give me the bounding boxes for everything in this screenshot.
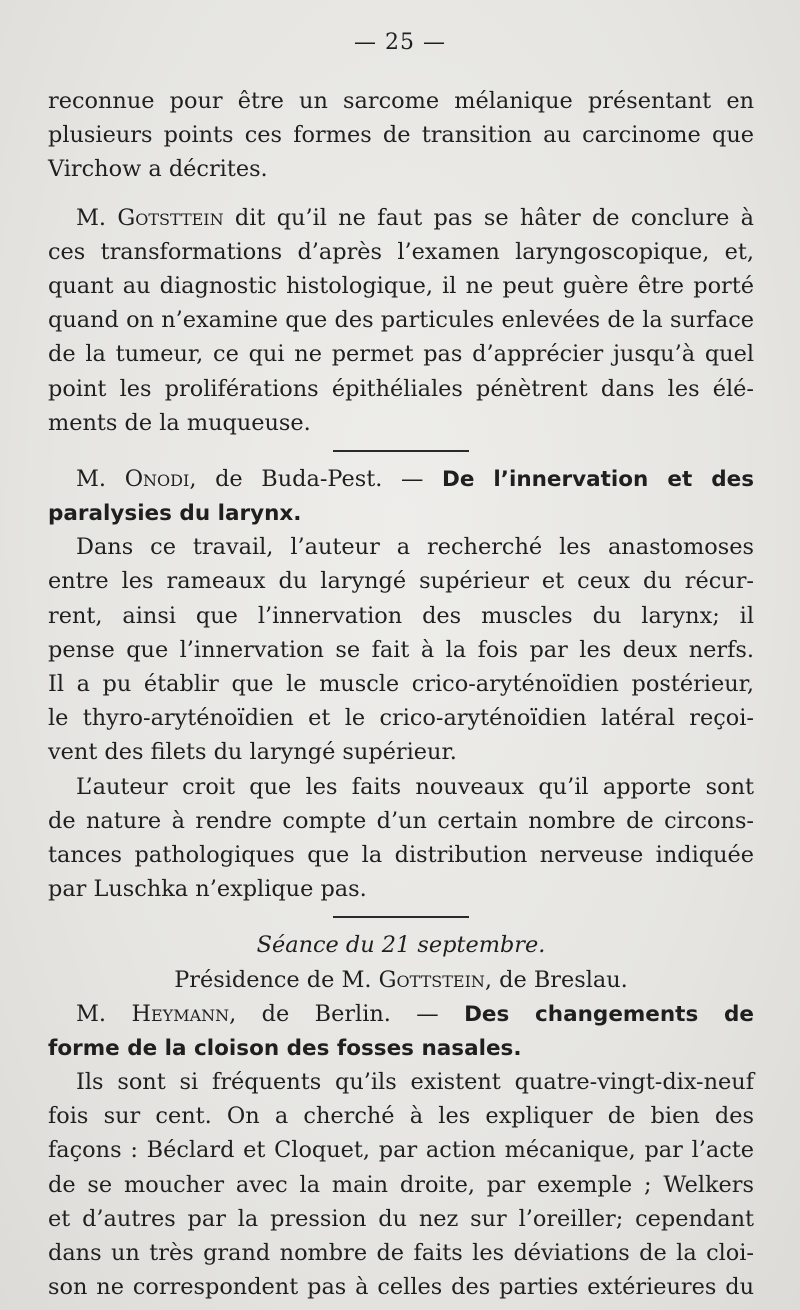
text-line: fois sur cent. On a cherché à les expliquer de bien des (48, 1103, 754, 1130)
paper-title: Des changements de (464, 1001, 754, 1027)
text-line: et d’autres par la pression du nez sur l’oreiller; cependant (48, 1205, 754, 1232)
text-line: plusieurs points ces formes de transition au carcinome que (48, 122, 754, 149)
section-divider (333, 916, 469, 918)
page-number: — 25 — (354, 30, 446, 55)
text-line: point les proliférations épithéliales pénètrent dans les élé- (48, 375, 754, 402)
paper-title: forme de la cloison des fosses nasales. (48, 1035, 522, 1061)
text-line: pense que l’innervation se fait à la fois par les deux nerfs. (48, 636, 754, 663)
text-line: quant au diagnostic histologique, il ne peut guère être porté (48, 272, 754, 299)
text-line: entre les rameaux du laryngé supérieur et ceux du récur- (48, 568, 754, 595)
text-line: le thyro-aryténoïdien et le crico-aryténoïdien latéral reçoi- (48, 705, 754, 732)
section-heading (48, 1031, 754, 1065)
section-heading: M. Onodi, de Buda-Pest. — De l’innervation et des (76, 465, 754, 492)
text-line: ces transformations d’après l’examen laryngoscopique, et, (48, 238, 754, 265)
text-line: son ne correspondent pas à celles des parties extérieures du (48, 1274, 754, 1301)
text-line: vent des filets du laryngé supérieur. (48, 739, 457, 766)
text-line: quand on n’examine que des particules enlevées de la surface (48, 307, 754, 334)
author-name: Onodi (124, 465, 190, 492)
text-line: Dans ce travail, l’auteur a recherché les anastomoses (76, 534, 754, 561)
text-line: Ils sont si fréquents qu’ils existent quatre-vingt-dix-neuf (76, 1069, 754, 1096)
text-line: dans un très grand nombre de faits les déviations de la cloi- (48, 1240, 754, 1266)
text-line: L’auteur croit que les faits nouveaux qu’il apporte sont (76, 773, 754, 800)
text-line: reconnue pour être un sarcome mélanique présentant en (48, 88, 754, 114)
body-text (48, 84, 754, 1304)
section-heading: M. Heymann, de Berlin. — Des changements de (76, 1000, 754, 1027)
text-line: de se moucher avec la main droite, par exemple ; Welkers (48, 1171, 754, 1198)
presidency: Présidence de M. Gottstein, de Breslau. (174, 966, 628, 993)
text-line: Il a pu établir que le muscle crico-aryténoïdien postérieur, (48, 671, 754, 697)
text-line: par Luschka n’explique pas. (48, 876, 367, 903)
author-name: Heymann (131, 1000, 230, 1027)
session-date: Séance du 21 septembre. (256, 932, 546, 959)
author-name: Gotsttein (117, 204, 224, 231)
text-line: Virchow a décrites. (48, 156, 268, 183)
text-line: façons : Béclard et Cloquet, par action mécanique, par l’acte (48, 1137, 754, 1164)
author-name: Gottstein (378, 966, 485, 993)
text-line: M. Gotsttein dit qu’il ne faut pas se hâter de conclure à (76, 204, 754, 231)
section-heading (48, 496, 754, 530)
text-line: rent, ainsi que l’innervation des muscles du larynx; il (48, 602, 754, 629)
paper-title: De l’innervation et des (441, 466, 754, 492)
section-divider (333, 450, 469, 452)
paper-title: paralysies du larynx. (48, 501, 302, 527)
text-line: de nature à rendre compte d’un certain nombre de circons- (48, 807, 754, 834)
text-line: tances pathologiques que la distribution nerveuse indiquée (48, 841, 754, 868)
text-line: ments de la muqueuse. (48, 409, 311, 436)
text-line: de la tumeur, ce qui ne permet pas d’apprécier jusqu’à quel (48, 341, 754, 368)
